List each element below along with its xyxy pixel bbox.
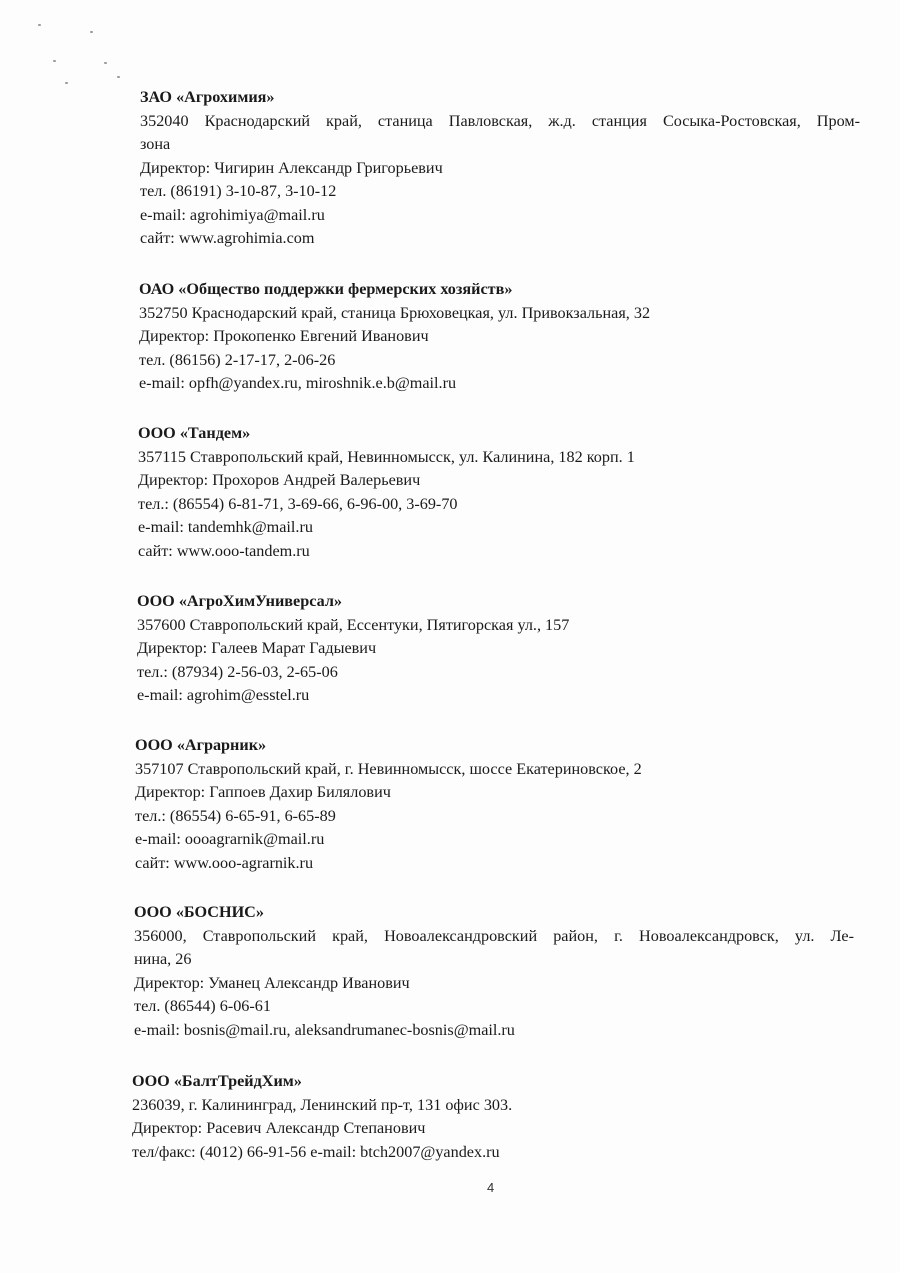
company-site: сайт: www.ooo-tandem.ru — [138, 541, 310, 560]
company-entry-tandem — [138, 422, 868, 563]
company-phone: тел. (86191) 3-10-87, 3-10-12 — [140, 182, 337, 200]
company-phone-email: тел/факс: (4012) 66-91-56 e-mail: btch2007@yandex.ru — [132, 1142, 500, 1161]
company-name: ООО «БОСНИС» — [134, 903, 264, 921]
scan-speck — [65, 82, 68, 84]
company-name: ООО «АгроХимУниверсал» — [137, 592, 343, 610]
company-site: сайт: www.agrohimia.com — [140, 229, 315, 247]
scan-speck — [38, 24, 41, 26]
company-address: 352750 Краснодарский край, станица Брюховецкая, ул. Привокзальная, 32 — [139, 303, 651, 322]
company-entry-agrohimiya — [140, 86, 870, 251]
company-email: e-mail: oooagrarnik@mail.ru — [135, 830, 325, 848]
company-email: e-mail: agrohim@esstel.ru — [137, 686, 310, 704]
company-director: Директор: Галеев Марат Гадыевич — [137, 639, 377, 657]
company-phone: тел.: (87934) 2-56-03, 2-65-06 — [137, 662, 338, 681]
company-address: 357115 Ставропольский край, Невинномысск, ул. Калинина, 182 корп. 1 — [138, 447, 635, 466]
company-name: ООО «Аграрник» — [135, 736, 267, 754]
company-director: Директор: Уманец Александр Иванович — [134, 973, 410, 992]
company-phone: тел. (86544) 6-06-61 — [134, 997, 271, 1015]
company-name: ОАО «Общество поддержки фермерских хозяйств» — [139, 280, 513, 298]
company-site: сайт: www.ooo-agrarnik.ru — [135, 853, 314, 872]
company-director: Директор: Чигирин Александр Григорьевич — [140, 158, 443, 177]
company-address: 357107 Ставропольский край, г. Невинномысск, шоссе Екатериновское, 2 — [135, 759, 642, 778]
company-director: Директор: Прокопенко Евгений Иванович — [139, 327, 429, 345]
scan-speck — [90, 31, 93, 33]
company-address: 352040 Краснодарский край, станица Павловская, ж.д. станция Сосыка-Ростовская, Пром- — [140, 111, 860, 130]
company-director: Директор: Гаппоев Дахир Билялович — [135, 783, 391, 801]
company-director: Директор: Прохоров Андрей Валерьевич — [138, 471, 421, 489]
company-name: ЗАО «Агрохимия» — [140, 88, 275, 106]
scan-speck — [117, 76, 120, 78]
company-phone: тел. (86156) 2-17-17, 2-06-26 — [139, 350, 336, 369]
company-email: e-mail: tandemhk@mail.ru — [138, 518, 313, 536]
company-address-continued: зона — [140, 135, 171, 153]
company-address: 357600 Ставропольский край, Ессентуки, Пятигорская ул., 157 — [137, 615, 570, 634]
company-entry-agrarnik — [135, 734, 865, 875]
company-name: ООО «БалтТрейдХим» — [132, 1072, 302, 1090]
company-phone: тел.: (86554) 6-81-71, 3-69-66, 6-96-00, 3-69-70 — [138, 494, 458, 513]
company-address: 236039, г. Калининград, Ленинский пр-т, 131 офис 303. — [132, 1095, 513, 1114]
company-email: e-mail: bosnis@mail.ru, aleksandrumanec-bosnis@mail.ru — [134, 1020, 515, 1039]
company-email: e-mail: opfh@yandex.ru, miroshnik.e.b@mail.ru — [139, 374, 457, 392]
company-address-continued: нина, 26 — [134, 950, 192, 968]
company-entry-opfh — [139, 278, 869, 396]
page-number: 4 — [487, 1180, 495, 1195]
company-director: Директор: Расевич Александр Степанович — [132, 1119, 426, 1137]
company-email: e-mail: agrohimiya@mail.ru — [140, 205, 325, 224]
company-entry-agrohimuniversal — [137, 590, 867, 708]
company-entry-bosnis — [134, 901, 864, 1042]
scan-speck — [104, 62, 107, 64]
company-address: 356000, Ставропольский край, Новоалександровский район, г. Новоалександровск, ул. Ле- — [134, 926, 854, 945]
company-name: ООО «Тандем» — [138, 424, 251, 442]
company-phone: тел.: (86554) 6-65-91, 6-65-89 — [135, 806, 336, 825]
company-entry-balttradehim — [132, 1070, 862, 1164]
scan-speck — [53, 60, 56, 62]
